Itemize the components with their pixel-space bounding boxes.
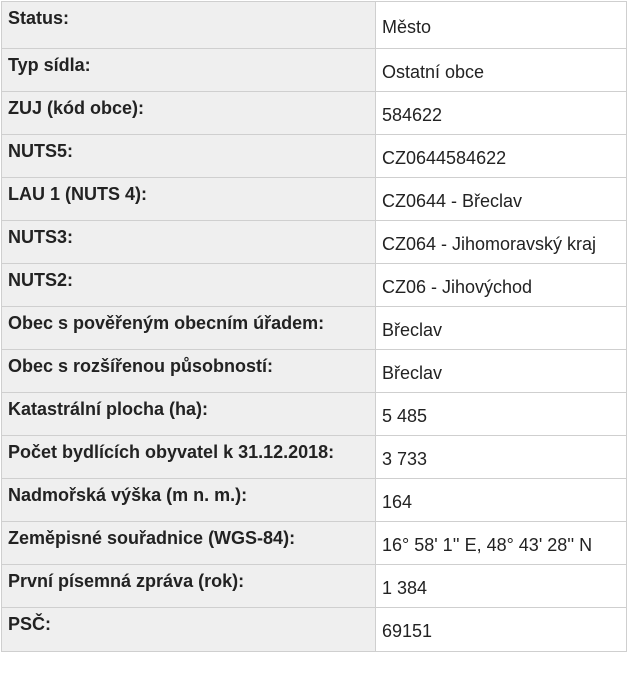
- status-value: Město: [376, 2, 627, 49]
- table-row-nuts2: [2, 264, 627, 307]
- nuts3-label: NUTS3:: [2, 221, 376, 264]
- population-label: Počet bydlících obyvatel k 31.12.2018:: [2, 436, 376, 479]
- status-label: Status:: [2, 2, 376, 49]
- authorized-office-value: Břeclav: [376, 307, 627, 350]
- nuts3-value: CZ064 - Jihomoravský kraj: [376, 221, 627, 264]
- population-value: 3 733: [376, 436, 627, 479]
- lau1-value: CZ0644 - Břeclav: [376, 178, 627, 221]
- lau1-label: LAU 1 (NUTS 4):: [2, 178, 376, 221]
- zuj-value: 584622: [376, 92, 627, 135]
- table-row-coordinates: [2, 522, 627, 565]
- table-row-population: [2, 436, 627, 479]
- settlement-type-label: Typ sídla:: [2, 49, 376, 92]
- table-row-lau1: [2, 178, 627, 221]
- nuts5-value: CZ0644584622: [376, 135, 627, 178]
- authorized-office-label: Obec s pověřeným obecním úřadem:: [2, 307, 376, 350]
- altitude-label: Nadmořská výška (m n. m.):: [2, 479, 376, 522]
- cadastral-area-value: 5 485: [376, 393, 627, 436]
- extended-competence-label: Obec s rozšířenou působností:: [2, 350, 376, 393]
- table-row-nuts5: [2, 135, 627, 178]
- table-row-first-mention: [2, 565, 627, 608]
- table-row-cadastral-area: [2, 393, 627, 436]
- nuts2-label: NUTS2:: [2, 264, 376, 307]
- first-mention-value: 1 384: [376, 565, 627, 608]
- coordinates-label: Zeměpisné souřadnice (WGS-84):: [2, 522, 376, 565]
- postal-code-label: PSČ:: [2, 608, 376, 652]
- table-row-authorized-office: [2, 307, 627, 350]
- zuj-label: ZUJ (kód obce):: [2, 92, 376, 135]
- table-row-status: [2, 2, 627, 49]
- postal-code-value: 69151: [376, 608, 627, 652]
- nuts2-value: CZ06 - Jihovýchod: [376, 264, 627, 307]
- table-row-extended-competence: [2, 350, 627, 393]
- table-row-settlement-type: [2, 49, 627, 92]
- cadastral-area-label: Katastrální plocha (ha):: [2, 393, 376, 436]
- table-row-altitude: [2, 479, 627, 522]
- extended-competence-value: Břeclav: [376, 350, 627, 393]
- first-mention-label: První písemná zpráva (rok):: [2, 565, 376, 608]
- coordinates-value: 16° 58' 1'' E, 48° 43' 28'' N: [376, 522, 627, 565]
- table-row-zuj: [2, 92, 627, 135]
- nuts5-label: NUTS5:: [2, 135, 376, 178]
- municipality-info-table: [1, 1, 627, 652]
- settlement-type-value: Ostatní obce: [376, 49, 627, 92]
- altitude-value: 164: [376, 479, 627, 522]
- table-row-postal-code: [2, 608, 627, 652]
- table-row-nuts3: [2, 221, 627, 264]
